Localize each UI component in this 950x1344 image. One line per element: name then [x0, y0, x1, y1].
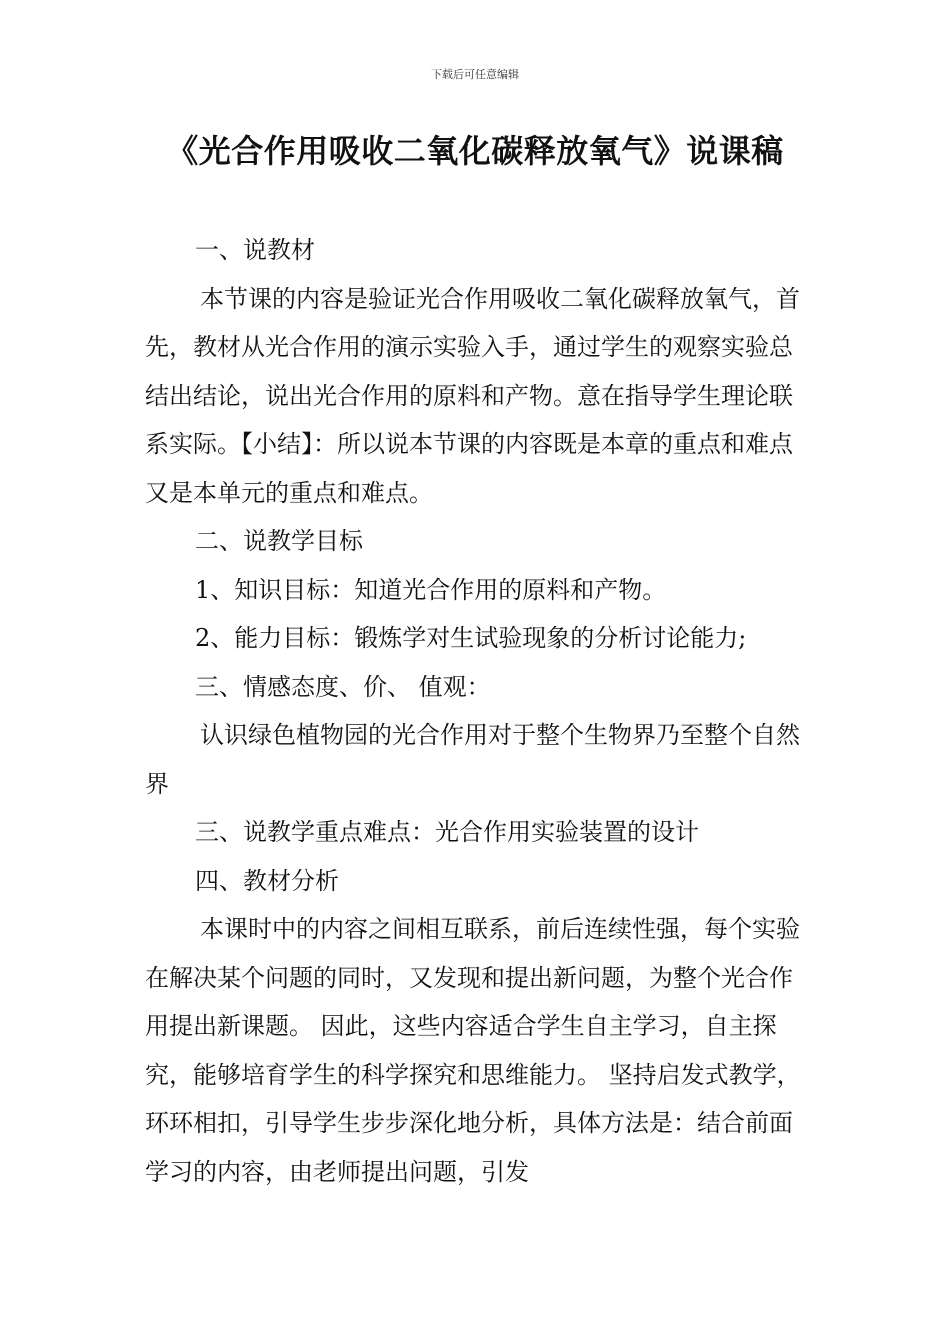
section-heading-analysis: 四、教材分析 [195, 866, 339, 895]
paragraph-analysis: 本课时中的内容之间相互联系，前后连续性强，每个实验在解决某个问题的同时，又发现和提出新问题，为整个光合作用提出新课题。 因此，这些内容适合学生自主学习，自主探究，能够培育学生的科学探究和思维能力。 坚持启发式教学，环环相扣，引导学生步步深化地分析，具体方法是：结合前面学习的内容，由老师提出问题，引发 [145, 915, 801, 1186]
section-heading-objectives: 二、说教学目标 [195, 527, 363, 555]
paragraph-attitude: 认识绿色植物园的光合作用对于整个生物界乃至整个自然界 [145, 721, 800, 798]
paragraph-textbook: 本节课的内容是验证光合作用吸收二氧化碳释放氧气，首先，教材从光合作用的演示实验入手，通过学生的观察实验总结出结论，说出光合作用的原料和产物。意在指导学生理论联系实际。【小结】：所以说本节课的内容既是本章的重点和难点又是本单元的重点和难点。 [145, 284, 800, 507]
document-title: 《光合作用吸收二氧化碳释放氧气》说课稿 [166, 132, 784, 170]
objective-ability: 2、能力目标：锻炼学对生试验现象的分析讨论能力; [195, 624, 747, 652]
document-body [145, 226, 810, 1196]
section-heading-key-points: 三、说教学重点难点：光合作用实验装置的设计 [195, 818, 699, 846]
section-heading-textbook: 一、说教材 [195, 236, 315, 264]
header-note: 下载后可任意编辑 [431, 68, 519, 81]
objective-knowledge: 1、知识目标：知道光合作用的原料和产物。 [195, 575, 667, 604]
objective-attitude: 三、情感态度、价、 值观： [195, 672, 491, 701]
